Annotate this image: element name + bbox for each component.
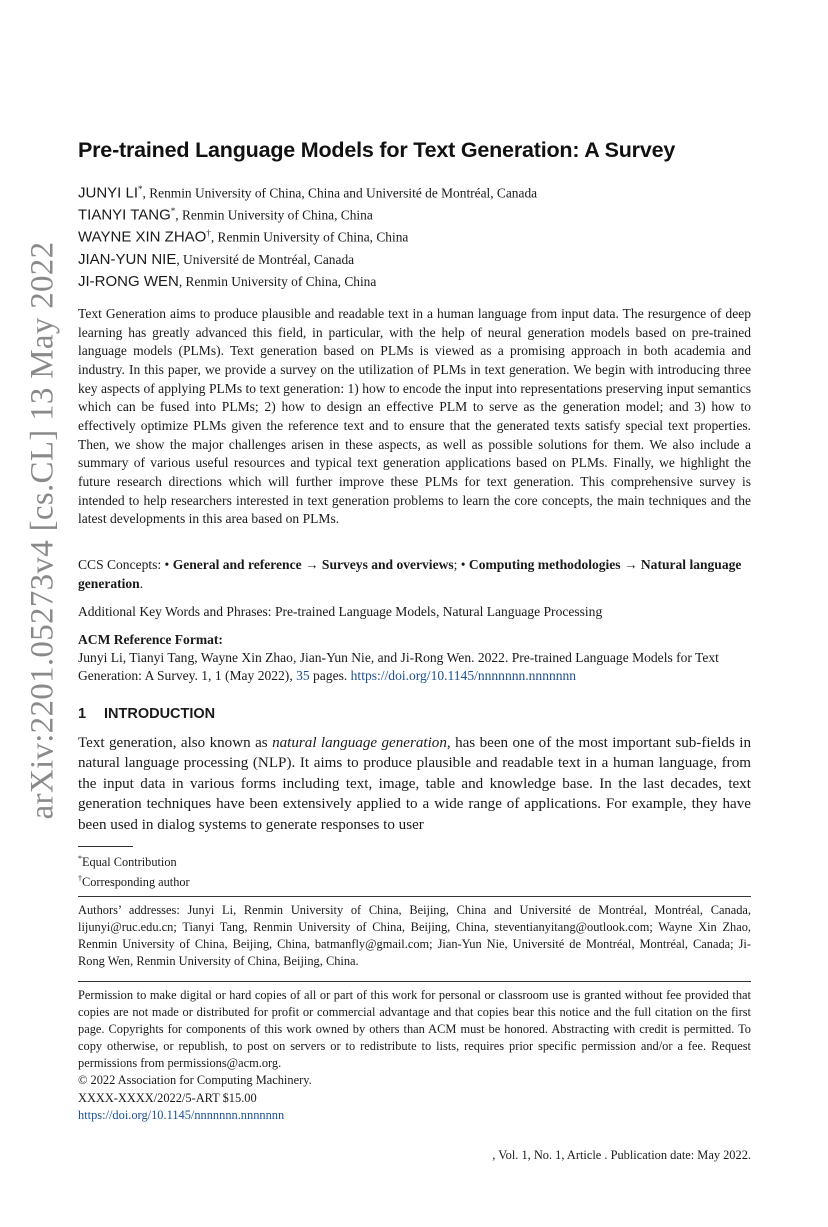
doi-link[interactable]: https://doi.org/10.1145/nnnnnnn.nnnnnnn — [350, 668, 577, 684]
permission-notice: Permission to make digital or hard copies of all or part of this work for personal or classroom use is granted without fee provided that copies are not made or distributed for profit or commercial advantage and that copies bear this notice and the full citation on the first page. Copyrights for components of this work owned by others than ACM must be honored. Abstracting with credit is permitted. To copy otherwise, or republish, to post on servers or to redistribute to lists, requires prior specific permission and/or a fee. Request permissions from permissions@acm.org. — [78, 988, 751, 1071]
author-mark: * — [170, 206, 176, 217]
permission-divider — [78, 981, 751, 982]
ccs-end: . — [139, 575, 144, 591]
keywords: Additional Key Words and Phrases: Pre-trained Language Models, Natural Language Processing — [78, 604, 603, 619]
section-number: 1 — [78, 706, 87, 722]
author-list — [78, 184, 751, 295]
acm-reference — [78, 631, 751, 686]
author-name: JIAN-YUN NIE — [78, 250, 177, 268]
copyright-line: © 2022 Association for Computing Machinery. — [78, 1073, 312, 1088]
author-addresses: Authors’ addresses: Junyi Li, Renmin University of China, Beijing, China and Université de Montréal, Montréal, Canada, lijunyi@ruc.edu.cn; Tianyi Tang, Renmin University of China, Beijing, China, steventianyitang@outlook.com; Wayne Xin Zhao, Renmin University of China, Beijing, China, batmanfly@gmail.com; Jian-Yun Nie, Université de Montréal, Montréal, Canada; Ji-Rong Wen, Renmin University of China, Beijing, China. — [78, 903, 751, 969]
author-entry — [78, 206, 751, 228]
page-footer: , Vol. 1, No. 1, Article . Publication date: May 2022. — [492, 1148, 751, 1162]
intro-emphasis: natural language generation — [272, 735, 447, 751]
author-affiliation: , Renmin University of China, China and Université de Montréal, Canada — [142, 185, 538, 201]
addresses-divider — [78, 896, 751, 897]
author-entry — [78, 228, 751, 250]
ccs-concept: General and reference → Surveys and overviews — [172, 557, 454, 572]
section-title: INTRODUCTION — [104, 706, 216, 722]
ccs-concept: Computing methodologies → Natural language generation — [78, 557, 742, 591]
footnote-mark: † — [78, 873, 82, 883]
footer-doi-link[interactable]: https://doi.org/10.1145/nnnnnnn.nnnnnnn — [78, 1107, 285, 1122]
author-name: JI-RONG WEN — [78, 272, 179, 290]
author-name: TIANYI TANG — [78, 206, 171, 224]
author-affiliation: , Université de Montréal, Canada — [176, 251, 355, 267]
acm-reference-heading: ACM Reference Format: — [78, 632, 223, 647]
author-affiliation: , Renmin University of China, China — [210, 229, 409, 245]
footnote-text: Equal Contribution — [82, 855, 177, 870]
page-count-link[interactable]: 35 — [296, 668, 310, 684]
isbn-line: XXXX-XXXX/2022/5-ART $15.00 — [78, 1090, 257, 1105]
author-name: JUNYI LI — [78, 184, 139, 202]
ccs-label: CCS Concepts: • — [78, 557, 173, 572]
paper-title: Pre-trained Language Models for Text Generation: A Survey — [78, 138, 676, 162]
ccs-separator: ; • — [453, 557, 469, 572]
author-affiliation: , Renmin University of China, China — [178, 273, 377, 289]
introduction-text — [78, 733, 751, 835]
footnote-mark: * — [78, 854, 82, 863]
permission-block — [78, 987, 751, 1124]
footnote — [78, 851, 751, 871]
acm-reference-body — [78, 649, 751, 685]
author-affiliation: , Renmin University of China, China — [175, 207, 373, 223]
ccs-concepts — [78, 556, 751, 594]
acm-reference-pages-suffix: pages. — [309, 668, 351, 684]
author-entry — [78, 273, 751, 295]
intro-text-start: Text generation, also known as — [78, 735, 273, 751]
arxiv-identifier: arXiv:2201.05273v4 [cs.CL] 13 May 2022 — [24, 241, 61, 819]
author-entry — [78, 251, 751, 273]
abstract: Text Generation aims to produce plausible and readable text in a human language from input data. The resurgence of deep learning has greatly advanced this field, in particular, with the help of neural generation models based on pre-trained language models (PLMs). Text generation based on PLMs is viewed as a promising approach in both academia and industry. In this paper, we provide a survey on the utilization of PLMs in text generation. We begin with introducing three key aspects of applying PLMs to text generation: 1) how to encode the input into representations preserving input semantics which can be fused into PLMs; 2) how to design an effective PLM to serve as the generation model; and 3) how to effectively optimize PLMs given the reference text and to ensure that the generated texts satisfy special text properties. Then, we show the major challenges arisen in these aspects, as well as possible solutions for them. We also include a summary of various useful resources and typical text generation applications based on PLMs. Finally, we highlight the future research directions which will further improve these PLMs for text generation. This comprehensive survey is intended to help researchers interested in text generation problems to learn the core concepts, the main techniques and the latest developments in this area based on PLMs. — [78, 306, 751, 527]
author-mark: * — [138, 184, 143, 194]
acm-reference-text: Junyi Li, Tianyi Tang, Wayne Xin Zhao, Jian-Yun Nie, and Ji-Rong Wen. 2022. Pre-trained Language Models for Text Generation: A Survey. 1, 1 (May 2022), — [78, 650, 719, 684]
footnotes — [78, 851, 751, 890]
footnote-divider — [78, 846, 133, 847]
intro-text-rest: , has been one of the most important sub-fields in natural language processing (NLP). It aims to produce plausible and readable text in a human language, from the input data in various forms including text, image, table and knowledge base. In the last decades, text generation techniques have been extensively applied to a wide range of applications. For example, they have been used in dialog systems to generate responses to user — [78, 735, 751, 833]
author-mark: † — [206, 228, 211, 239]
author-entry — [78, 184, 751, 206]
footnote — [78, 871, 751, 891]
footnote-text: Corresponding author — [82, 874, 190, 889]
author-name: WAYNE XIN ZHAO — [78, 228, 207, 246]
arxiv-stamp-container — [22, 230, 64, 830]
section-heading — [78, 706, 751, 722]
